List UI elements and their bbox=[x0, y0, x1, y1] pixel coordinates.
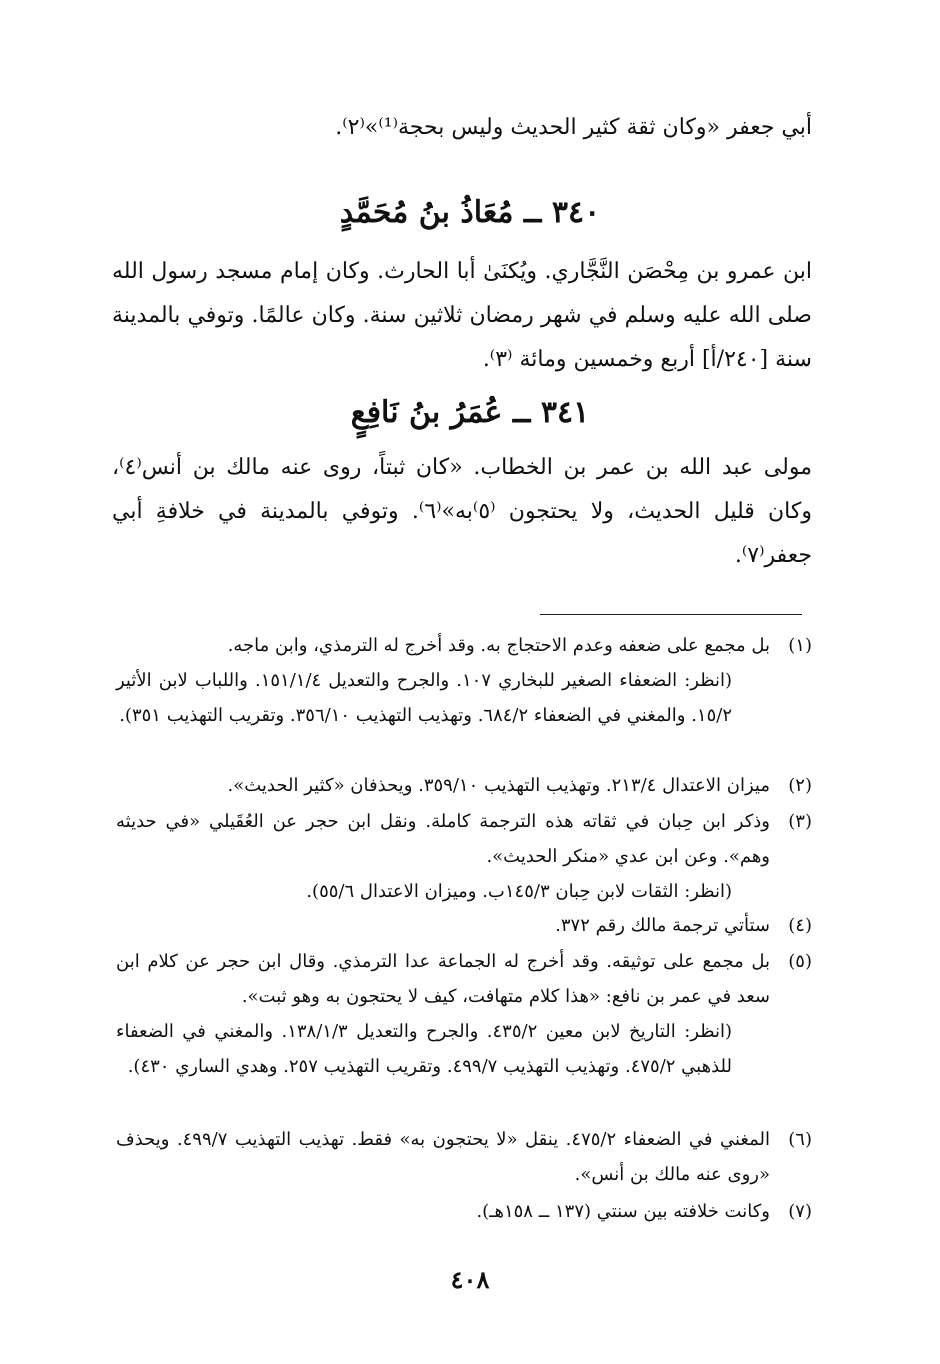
footnote-text: المغني في الضعفاء ٤٧٥/٢. ينقل «لا يحتجون به» فقط. تهذيب التهذيب ٤٩٩/٧. ويحذف «روى عنه مالك بن أنس». bbox=[116, 1129, 771, 1185]
footnote-6 bbox=[116, 1122, 812, 1192]
footnote-text: وذكر ابن حِبان في ثقاته هذه الترجمة كاملة. ونقل ابن حجر عن العُقَيلي «في حديثه وهم». وعن ابن عدي «منكر الحديث». bbox=[116, 811, 770, 867]
footnote-1 bbox=[116, 628, 812, 733]
footnote-reference: (انظر: الثقات لابن حِبان ١٤٥/٣ب. وميزان الاعتدال ٥٥/٦). bbox=[306, 881, 732, 902]
page-number: ٤٠٨ bbox=[450, 1265, 490, 1294]
footnote-number: (٣) bbox=[788, 811, 812, 832]
footnote-number: (٦) bbox=[788, 1129, 812, 1150]
footnote-text: ستأتي ترجمة مالك رقم ٣٧٢. bbox=[555, 915, 770, 936]
footnote-reference: (انظر: التاريخ لابن معين ٤٣٥/٢. والجرح والتعديل ١٣٨/١/٣. والمغني في الضعفاء للذهبي ٤٧٥/٢. وتهذيب التهذيب ٤٩٩/٧. وتقريب التهذيب ٢٥٧. وهدي الساري ٤٣٠). bbox=[116, 1021, 733, 1077]
footnote-number: (٧) bbox=[788, 1201, 812, 1222]
entry-340-heading: ٣٤٠ ــ مُعَاذُ بنُ مُحَمَّدٍ bbox=[339, 195, 601, 230]
footnote-reference: (انظر: الضعفاء الصغير للبخاري ١٠٧. والجرح والتعديل ١٥١/١/٤. واللباب لابن الأثير ١٥/٢. والمغني في الضعفاء ٦٨٤/٢. وتهذيب التهذيب ٣٥٦/١٠. وتقريب التهذيب ٣٥١). bbox=[116, 670, 732, 726]
footnote-number: (٢) bbox=[788, 775, 812, 796]
footnote-7 bbox=[116, 1194, 812, 1229]
footnote-text: بل مجمع على توثيقه. وقد أخرج له الجماعة عدا الترمذي. وقال ابن حجر عن كلام ابن سعد في عمر بن نافع: «هذا كلام متهافت، كيف لا يحتجون به وهو ثبت». bbox=[116, 951, 770, 1007]
footnote-number: (١) bbox=[788, 635, 812, 656]
entry-340-text: ابن عمرو بن مِحْصَن النَّجَّاري. ويُكنَىٰ أبا الحارث. وكان إمام مسجد رسول الله صلى الله عليه وسلم في شهر رمضان ثلاثين سنة. وكان عالمًا. وتوفي بالمدينة سنة [٢٤٠/أ] أربع وخمسين ومائة ⁽٣⁾. bbox=[112, 259, 812, 372]
entry-341-text: مولى عبد الله بن عمر بن الخطاب. «كان ثبتاً، روى عنه مالك بن أنس⁽٤⁾، وكان قليل الحديث، ولا يحتجون ⁽٥⁾به»⁽٦⁾. وتوفي بالمدينة في خلافةِ أبي جعفر⁽٧⁾. bbox=[112, 455, 812, 568]
footnote-4 bbox=[116, 908, 812, 943]
footnote-3 bbox=[116, 804, 812, 909]
entry-341-heading: ٣٤١ ــ عُمَرُ بنُ نَافِعٍ bbox=[350, 395, 590, 430]
footnote-text: ميزان الاعتدال ٢١٣/٤. وتهذيب التهذيب ٣٥٩/١٠. ويحذفان «كثير الحديث». bbox=[227, 775, 770, 796]
footnote-5 bbox=[116, 944, 812, 1084]
footnote-number: (٥) bbox=[788, 951, 812, 972]
footnote-separator bbox=[540, 614, 802, 615]
footnote-2 bbox=[116, 768, 812, 803]
footnote-text: وكانت خلافته بين سنتي (١٣٧ ــ ١٥٨هـ). bbox=[476, 1201, 770, 1222]
continuation-line: أبي جعفر «وكان ثقة كثير الحديث وليس بحجة⁽¹⁾»⁽٢⁾. bbox=[335, 115, 812, 140]
footnote-text: بل مجمع على ضعفه وعدم الاحتجاج به. وقد أخرج له الترمذي، وابن ماجه. bbox=[227, 635, 770, 656]
footnote-number: (٤) bbox=[788, 915, 812, 936]
